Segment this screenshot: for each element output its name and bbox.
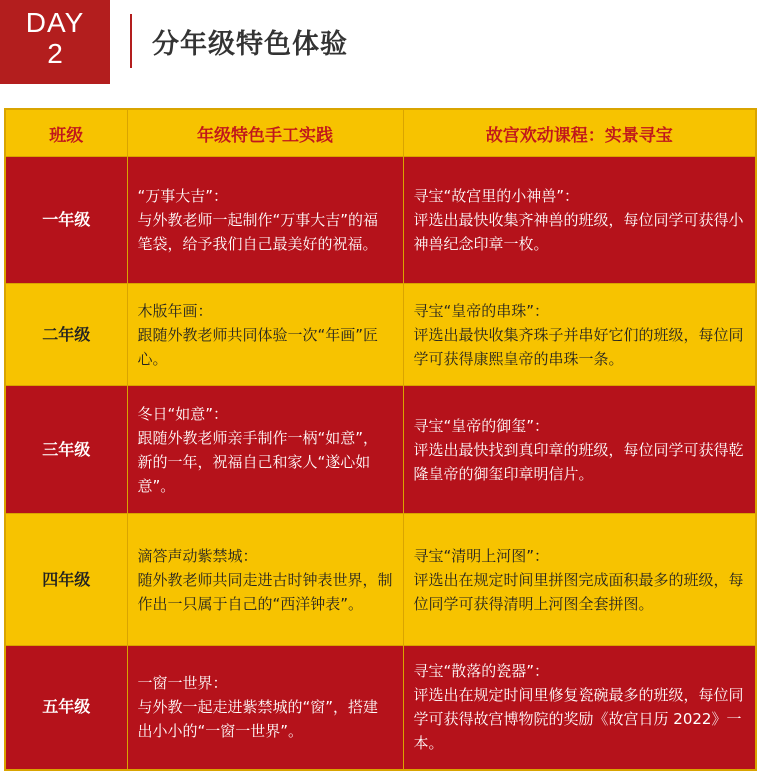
hunt-body: 评选出最快收集齐珠子并串好它们的班级，每位同学可获得康熙皇帝的串珠一条。 — [413, 325, 744, 368]
table-row — [5, 386, 756, 514]
hunt-body: 评选出最快找到真印章的班级，每位同学可获得乾隆皇帝的御玺印章明信片。 — [413, 440, 744, 483]
craft-body: 随外教老师共同走进古时钟表世界，制作出一只属于自己的“西洋钟表”。 — [137, 570, 393, 613]
table-header-row — [5, 109, 756, 157]
craft-cell — [127, 386, 403, 514]
hunt-title: 寻宝“清明上河图”： — [413, 546, 550, 565]
craft-title: 一窗一世界： — [137, 674, 228, 693]
hunt-body: 评选出在规定时间里拼图完成面积最多的班级，每位同学可获得清明上河图全套拼图。 — [413, 570, 744, 613]
grade-cell: 五年级 — [5, 646, 127, 770]
hunt-title: 寻宝“散落的瓷器”： — [413, 662, 550, 681]
column-header-craft: 年级特色手工实践 — [127, 109, 403, 157]
craft-title: 木版年画： — [137, 301, 213, 320]
column-header-class: 班级 — [5, 109, 127, 157]
treasure-hunt-cell — [403, 514, 756, 646]
page-header — [0, 0, 760, 105]
day-number: 2 — [47, 38, 63, 69]
schedule-table — [4, 108, 757, 771]
craft-body: 与外教老师一起制作“万事大吉”的福笔袋，给予我们自己最美好的祝福。 — [137, 211, 379, 253]
craft-body: 跟随外教老师亲手制作一柄“如意”，新的一年，祝福自己和家人“遂心如意”。 — [137, 428, 379, 495]
table-row — [5, 284, 756, 386]
craft-cell — [127, 284, 403, 386]
hunt-body: 评选出在规定时间里修复瓷碗最多的班级，每位同学可获得故宫博物院的奖励《故宫日历 2022》一本。 — [413, 686, 744, 753]
hunt-title: 寻宝“皇帝的御玺”： — [413, 416, 550, 435]
hunt-title: 寻宝“故宫里的小神兽”： — [413, 187, 580, 205]
craft-cell — [127, 514, 403, 646]
craft-title: 冬日“如意”： — [137, 404, 229, 423]
table-row — [5, 514, 756, 646]
craft-body: 跟随外教老师共同体验一次“年画”匠心。 — [137, 325, 379, 368]
hunt-body: 评选出最快收集齐神兽的班级，每位同学可获得小神兽纪念印章一枚。 — [413, 211, 744, 253]
treasure-hunt-cell — [403, 386, 756, 514]
craft-title: 滴答声动紫禁城： — [137, 546, 258, 565]
grade-cell: 四年级 — [5, 514, 127, 646]
grade-cell: 一年级 — [5, 157, 127, 284]
craft-cell — [127, 646, 403, 770]
hunt-title: 寻宝“皇帝的串珠”： — [413, 301, 550, 320]
treasure-hunt-cell — [403, 646, 756, 770]
craft-cell — [127, 157, 403, 284]
page-title: 分年级特色体验 — [152, 29, 348, 60]
column-header-treasure-hunt: 故宫欢动课程：实景寻宝 — [403, 109, 756, 157]
grade-cell: 二年级 — [5, 284, 127, 386]
day-label: DAY — [25, 7, 85, 38]
craft-title: “万事大吉”： — [137, 187, 229, 205]
table-row — [5, 646, 756, 770]
header-divider — [130, 14, 132, 68]
table-row — [5, 157, 756, 284]
craft-body: 与外教一起走进紫禁城的“窗”，搭建出小小的“一窗一世界”。 — [137, 698, 379, 741]
day-badge — [0, 0, 110, 84]
treasure-hunt-cell — [403, 157, 756, 284]
grade-cell: 三年级 — [5, 386, 127, 514]
treasure-hunt-cell — [403, 284, 756, 386]
